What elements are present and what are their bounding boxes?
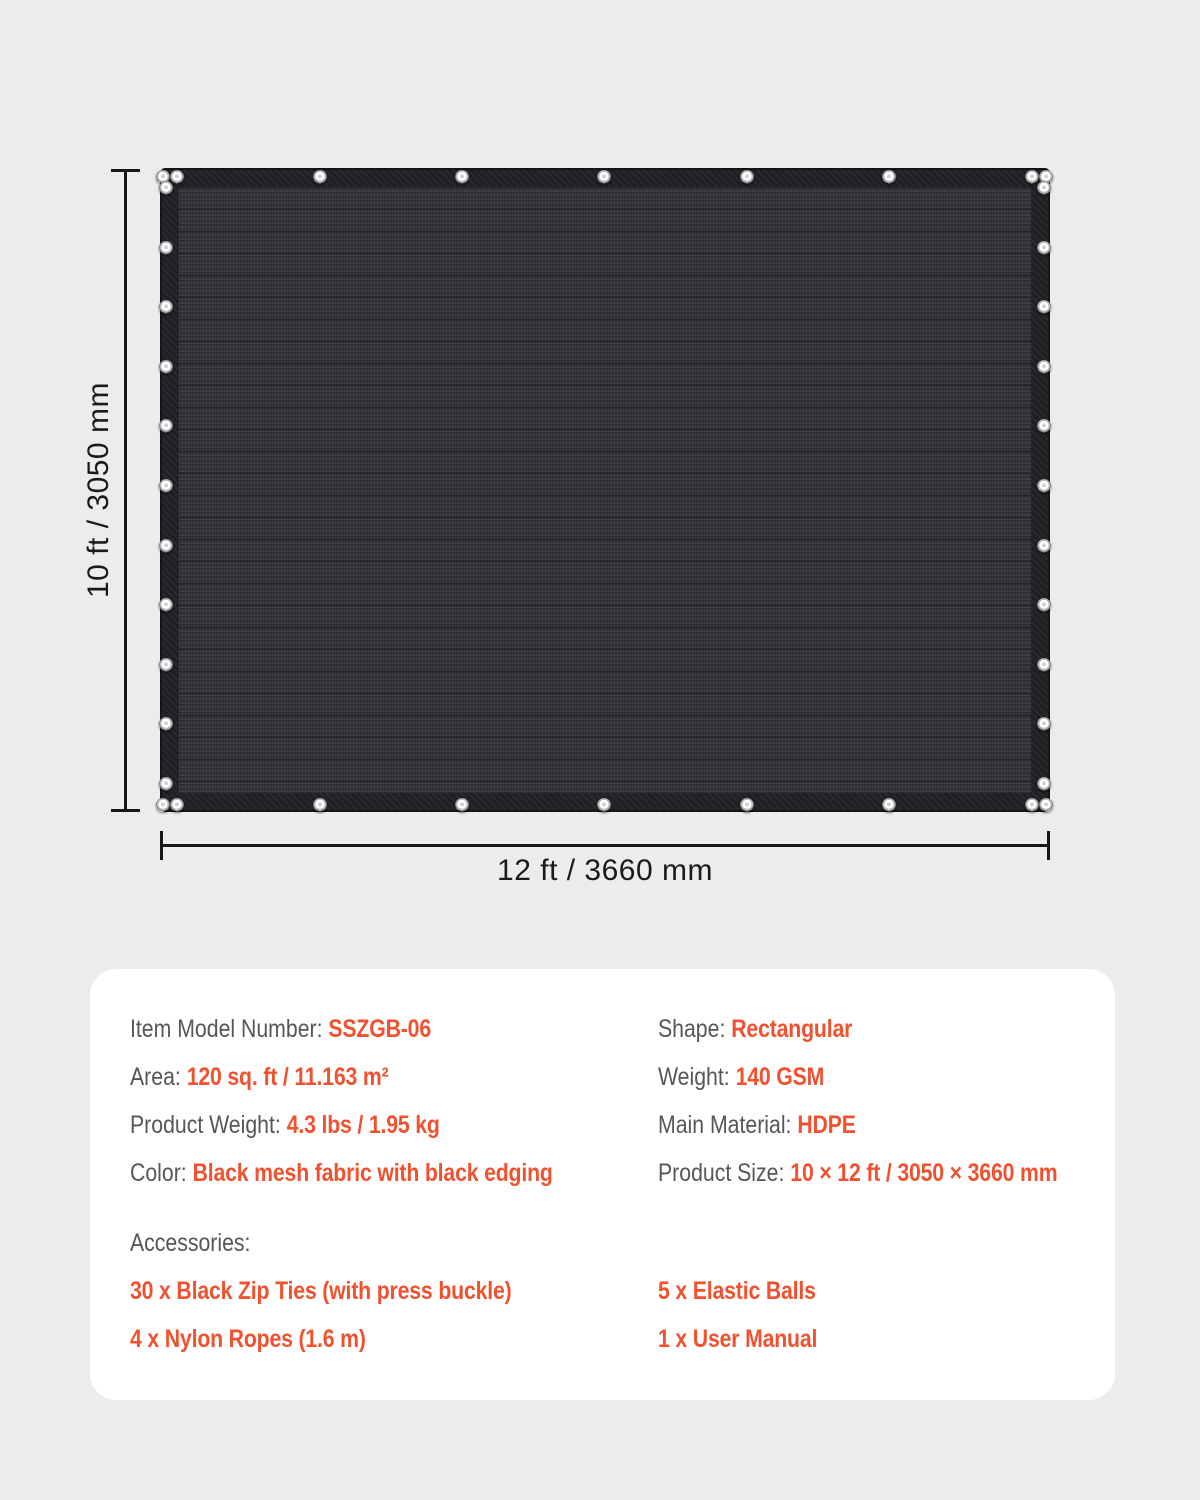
spec-row-gsm-weight bbox=[658, 1053, 1128, 1101]
grommet-icon bbox=[1037, 658, 1051, 672]
spec-row-model bbox=[130, 1005, 658, 1053]
spec-row-color bbox=[130, 1149, 658, 1197]
grommet-icon bbox=[1025, 798, 1039, 812]
spec-label: Item Model Number: bbox=[130, 1014, 329, 1043]
spec-label: Area: bbox=[130, 1062, 187, 1091]
spec-grid bbox=[130, 1005, 1075, 1197]
spec-label: Color: bbox=[130, 1158, 193, 1187]
spec-card bbox=[90, 969, 1115, 1400]
grommet-icon bbox=[159, 181, 173, 195]
grommet-icon bbox=[455, 798, 469, 812]
accessories-grid bbox=[130, 1267, 1075, 1363]
spec-value: HDPE bbox=[797, 1110, 856, 1139]
grommet-icon bbox=[159, 539, 173, 553]
grommet-icon bbox=[159, 717, 173, 731]
grommet-icon bbox=[170, 798, 184, 812]
grommet-icon bbox=[597, 170, 611, 184]
width-dimension-line bbox=[160, 844, 1050, 847]
grommet-icon bbox=[159, 777, 173, 791]
accessory-item: 5 x Elastic Balls bbox=[658, 1276, 816, 1305]
accessory-item: 1 x User Manual bbox=[658, 1324, 818, 1353]
grommet-icon bbox=[159, 598, 173, 612]
grommet-icon bbox=[1037, 777, 1051, 791]
grommet-icon bbox=[455, 170, 469, 184]
grommet-icon bbox=[159, 479, 173, 493]
grommet-icon bbox=[159, 241, 173, 255]
accessories-heading-row bbox=[130, 1219, 1075, 1267]
spec-label: Product Weight: bbox=[130, 1110, 287, 1139]
grommet-icon bbox=[1039, 798, 1053, 812]
accessory-item: 4 x Nylon Ropes (1.6 m) bbox=[130, 1324, 366, 1353]
grommet-icon bbox=[1037, 479, 1051, 493]
mesh-texture bbox=[179, 187, 1031, 793]
accessory-item: 30 x Black Zip Ties (with press buckle) bbox=[130, 1276, 512, 1305]
spec-row-product-size bbox=[658, 1149, 1128, 1197]
spec-value: Black mesh fabric with black edging bbox=[192, 1158, 553, 1187]
grommet-icon bbox=[156, 798, 170, 812]
spec-value: 120 sq. ft / 11.163 m² bbox=[186, 1062, 389, 1091]
spec-value: 4.3 lbs / 1.95 kg bbox=[286, 1110, 440, 1139]
grommet-icon bbox=[313, 170, 327, 184]
spec-value: Rectangular bbox=[731, 1014, 853, 1043]
grommet-icon bbox=[159, 360, 173, 374]
grommet-icon bbox=[740, 170, 754, 184]
spec-label: Product Size: bbox=[658, 1158, 791, 1187]
grommet-icon bbox=[313, 798, 327, 812]
grommet-icon bbox=[1037, 300, 1051, 314]
height-dimension-line bbox=[124, 169, 127, 812]
grommet-icon bbox=[1025, 170, 1039, 184]
grommet-icon bbox=[1037, 419, 1051, 433]
spec-value: 140 GSM bbox=[735, 1062, 825, 1091]
grommet-icon bbox=[1037, 360, 1051, 374]
grommet-icon bbox=[170, 170, 184, 184]
spec-row-material bbox=[658, 1101, 1128, 1149]
grommet-icon bbox=[1037, 181, 1051, 195]
spec-row-area bbox=[130, 1053, 658, 1101]
shade-mesh-tarp bbox=[160, 168, 1050, 812]
spec-value: 10 × 12 ft / 3050 × 3660 mm bbox=[790, 1158, 1058, 1187]
spec-label: Main Material: bbox=[658, 1110, 798, 1139]
grommet-icon bbox=[1037, 717, 1051, 731]
width-dimension-label: 12 ft / 3660 mm bbox=[497, 854, 713, 887]
grommet-icon bbox=[882, 798, 896, 812]
grommet-icon bbox=[159, 658, 173, 672]
spec-label: Weight: bbox=[658, 1062, 736, 1091]
spec-row-product-weight bbox=[130, 1101, 658, 1149]
grommet-icon bbox=[597, 798, 611, 812]
grommet-icon bbox=[882, 170, 896, 184]
spec-row-shape bbox=[658, 1005, 1128, 1053]
height-dimension-label: 10 ft / 3050 mm bbox=[82, 382, 115, 599]
grommet-icon bbox=[1037, 241, 1051, 255]
grommet-icon bbox=[159, 300, 173, 314]
grommet-icon bbox=[159, 419, 173, 433]
spec-label: Shape: bbox=[658, 1014, 732, 1043]
accessories-heading: Accessories: bbox=[130, 1228, 251, 1257]
grommet-icon bbox=[1037, 598, 1051, 612]
grommet-icon bbox=[1037, 539, 1051, 553]
grommet-icon bbox=[740, 798, 754, 812]
spec-value: SSZGB-06 bbox=[328, 1014, 431, 1043]
